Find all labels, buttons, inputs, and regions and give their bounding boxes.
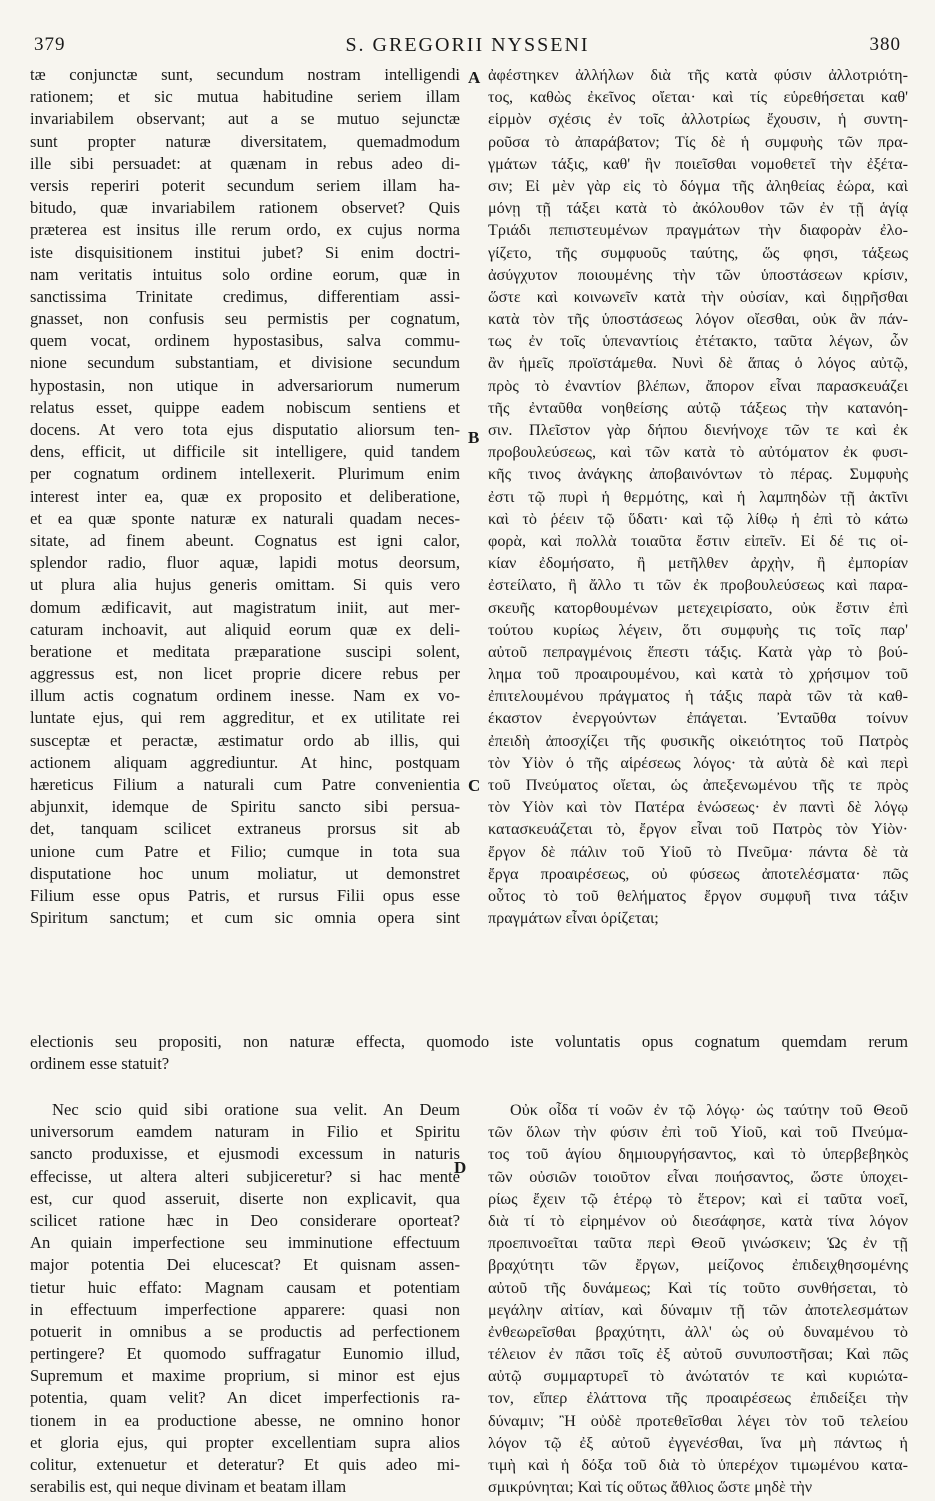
text-line: versis reperiri poterit secundum seriem illam ha- xyxy=(30,175,460,195)
text-line: αὐτοῦ τῆς δυνάμεως; Καὶ τίς τοῦτο συνθήσεται, τὸ xyxy=(488,1278,908,1297)
text-line: sitate, ad finem abeunt. Cognatus est igni calor, xyxy=(30,530,460,550)
text-line: domum ædificavit, aut magistratum iniit, aut mer- xyxy=(30,597,460,617)
right-page-number: 380 xyxy=(869,34,901,55)
text-line: invariabilem observant; aut a se mutuo sejunctæ xyxy=(30,109,460,129)
text-line: et ea quæ sponte naturæ ex naturali quadam neces- xyxy=(30,508,460,528)
text-line: major potentia Dei elucescat? Et quisnam assen- xyxy=(30,1255,460,1275)
text-line: οὗτος τὸ τοῦ θελήματος ἔργον συμφυῆ τινα τάξιν xyxy=(488,886,908,905)
text-line: ἐπειδὴ ἀποσχίζει τῆς φυσικῆς οἰκειότητος τοῦ Πατρὸς xyxy=(488,731,908,750)
text-line: An quiain imperfectione seu imminutione effectuum xyxy=(30,1233,460,1253)
text-line: scilicet ratione hæc in Deo considerare oporteat? xyxy=(30,1210,460,1230)
text-line: κατασκευάζεται τὸ, ἔργον εἶναι τοῦ Πατρὸς τὸν Υἱὸν· xyxy=(488,820,908,839)
text-line: sancto produxisse, et ejusmodi excessum in naturis xyxy=(30,1144,460,1164)
text-line: serabilis est, qui neque divinam et beatam illam xyxy=(30,1477,347,1497)
text-line: ἔργον δὲ πάλιν τοῦ Υἱοῦ τὸ Πνεῦμα· πάντα δὲ τὰ xyxy=(488,842,908,861)
text-line: έκαστον ἐνεργούντων ἐπάγεται. Ἐνταῦθα τοίνυν xyxy=(488,709,908,728)
text-line: τος, καθὼς ἐκεῖνος οἴεται· καὶ τίς εὑρεθήσεται καθ' xyxy=(488,88,908,107)
text-line: ἐνθεωρεῖσθαι βραχύτητι, ἀλλ' ὡς οὐ δυναμένου τὸ xyxy=(488,1322,908,1341)
text-line: potuerit in omnibus a se productis ad perfectionem xyxy=(30,1321,460,1341)
text-line: det, tanquam scilicet extraneus prorsus sit ab xyxy=(30,819,460,839)
text-line: σιν. Πλεῖστον γὰρ δήπου διενήνοχε τῶν τε καὶ ἐκ xyxy=(488,421,908,439)
text-line: sanctissima Trinitate credimus, differentiam assi- xyxy=(30,286,460,306)
text-line: dens, efficit, ut difficile sit intelligere, quid tandem xyxy=(30,442,460,462)
text-line: διὰ τί τὸ εἰρημένον οὐ διεσάφησε, κατὰ τίνα λόγον xyxy=(488,1211,908,1230)
text-line: est, cur quod asseruit, diserte non explicavit, qua xyxy=(30,1188,460,1208)
text-line: ἀφέστηκεν ἀλλήλων διὰ τῆς κατὰ φύσιν ἀλλοτριότη- xyxy=(488,66,908,84)
text-line: πραγμάτων εἶναι ὁρίζεται; xyxy=(488,909,659,928)
text-line: ἔργα προαιρέσεως, οὐ φύσεως ἀποτελέσματα· πῶς xyxy=(488,864,908,883)
text-line: λόγον τῷ ἐξ αὐτοῦ ἐγγενέσθαι, ἵνα μὴ πάντως ἡ xyxy=(488,1433,908,1452)
text-line: Spiritum sanctum; et cum sic omnia opera sint xyxy=(30,908,460,928)
section-marker-c: C xyxy=(468,776,481,795)
text-line: τῶν οὐσιῶν τοιοῦτον εἶναι ποιήσαντος, ὥστε ὑποχει- xyxy=(488,1167,908,1186)
text-line: et gloria ejus, qui propter excellentiam supra alios xyxy=(30,1432,460,1452)
text-line: luntate ejus, qui rem aggreditur, et ex utilitate rei xyxy=(30,708,460,728)
text-line: docens. At vero tota ejus disputatio aliorsum ten- xyxy=(30,420,460,439)
text-line: Supremum et maxime proprium, si minor est ejus xyxy=(30,1366,460,1386)
text-line: bitudo, quæ invariabilem rationem observet? Quis xyxy=(30,198,460,218)
greek-column-paragraph-2 xyxy=(488,1099,908,1498)
text-line: tietur huic effato: Magnam causam et potentiam xyxy=(30,1277,460,1297)
text-line: βραχύτητι τῶν ἔργων, μείζονος ἐπιδειχθησομένης xyxy=(488,1256,908,1275)
text-line: μεγάλην αἰτίαν, καὶ δύναμιν τῇ τῶν ἀποτελεσμάτων xyxy=(488,1300,908,1319)
text-line: τὸν Υἱὸν καὶ τὸν Πατέρα ἑνώσεως· ἐν παντὶ δὲ λόγῳ xyxy=(488,798,908,817)
text-line: φορὰ, καὶ πολλὰ τοιαῦτα ἔστιν εἰπεῖν. Εἰ δέ τις οἰ- xyxy=(488,531,908,550)
text-line: gnasset, non confusis seu permistis per cognatum, xyxy=(30,309,460,329)
section-marker-b: B xyxy=(468,428,480,447)
text-line: ordinem esse statuit? xyxy=(30,1054,170,1073)
text-line: illum actis cognatum ordinem inesse. Nam ex vo- xyxy=(30,686,460,706)
text-line: actionem aliquam aggrediuntur. At hinc, postquam xyxy=(30,752,460,772)
text-line: γμάτων τάξις, καθ' ἣν ποιεῖσθαι νομοθετεῖ τὴν ἐξέτα- xyxy=(488,154,908,173)
text-line: τον, εἴπερ ἐλάττονα τῆς προαιρέσεως ἐπιδείξει τὴν xyxy=(488,1389,908,1408)
text-line: in effectuum imperfectione apparere: quasi non xyxy=(30,1299,460,1319)
text-line: unione cum Patre et Filio; cumque in tota sua xyxy=(30,841,460,861)
text-line: sunt propter naturæ diversitatem, quemadmodum xyxy=(30,131,460,151)
text-line: per cognatum ordinem intellexerit. Plurimum enim xyxy=(30,464,460,484)
text-line: δύναμιν; Ἢ οὐδὲ προτεθεῖσθαι λέγει τὸν τοῦ τελείου xyxy=(488,1411,908,1430)
text-line: quem vocat, ordinem hypostasibus, salva commu- xyxy=(30,331,460,351)
text-line: ille sibi persuadet: at quænam in rebus adeo di- xyxy=(30,153,460,173)
text-line: κατὰ τὸν τῆς ὑποστάσεως λόγον οἴεσθαι, οὐκ ἂν πάν- xyxy=(488,310,908,329)
text-line: relatus esset, quippe eadem nobiscum sentiens et xyxy=(30,397,460,417)
text-line: hæreticus Filium a naturali cum Patre convenientia xyxy=(30,775,460,794)
text-line: iste disquisitionem institui jubet? Si enim doctri- xyxy=(30,242,460,262)
text-line: potentia, quam velit? An dicet imperfectionis ra- xyxy=(30,1388,460,1408)
text-line: κίαν ἐδομήσατο, ἢ μετῆλθεν ἀρχὴν, ἢ ἐμπορίαν xyxy=(488,554,908,573)
text-line: aggressus est, non licet proprie dicere rebus per xyxy=(30,664,460,684)
text-line: ἐπιτελουμένου πράγματος ἡ τάξις παρὰ τῶν τὰ καθ- xyxy=(488,687,908,706)
text-line: tionem in ea productione abesse, ne omnino honor xyxy=(30,1410,460,1430)
text-line: τοῦ Πνεύματος οἴεται, ὡς ἀπεξενωμένου τῆς τε πρὸς xyxy=(488,776,908,794)
left-page-number: 379 xyxy=(34,34,66,55)
text-line: ὥστε καὶ κοινωνεῖν κατὰ τὴν οὐσίαν, καὶ διῃρῆσθαι xyxy=(488,287,908,306)
text-line: πρὸς τὸ ἐναντίον βλέπων, ἄπορον εἶναι παρασκευάζει xyxy=(488,376,908,395)
text-line: effecisse, ut altera alteri subjiceretur? si hac mente xyxy=(30,1166,460,1186)
text-line: ἐστείλατο, ἢ ἄλλο τι τῶν ἐκ προβουλεύσεως καὶ παρα- xyxy=(488,576,908,595)
text-line: αὐτοῦ πεπραγμένοις ἕπεστι τάξις. Κατὰ γὰρ τὸ βού- xyxy=(488,642,908,661)
text-line: Nec scio quid sibi oratione sua velit. An Deum xyxy=(52,1100,460,1119)
text-line: γίζετο, τῆς συμφυοῦς ταύτης, ὥς φησι, τάξεως xyxy=(488,243,908,262)
latin-column-paragraph-1 xyxy=(30,64,460,929)
text-line: αὐτῷ συμμαρτυρεῖ τὸ ἀνώτατόν τε καὶ κυριώτα- xyxy=(488,1367,908,1386)
page-header xyxy=(0,0,935,60)
text-line: τιμὴ καὶ ἡ δόξα τοῦ διὰ τὸ ὑπερέχον τιμωμένου κατα- xyxy=(488,1456,908,1474)
text-line: Τριάδι πεπιστευμένων πραγμάτων τὴν διαφορὰν ἐλο- xyxy=(488,221,908,240)
text-line: rationem; et sic mutua habitudine seriem illam xyxy=(30,87,460,107)
text-line: ροῦσα τὸ ἀπαράβατον; Τίς δὲ ἡ συμφυὴς τῶν πρα- xyxy=(488,132,908,151)
text-line: universorum eamdem naturam in Filio et Spiritu xyxy=(30,1122,460,1142)
text-line: σκευῆς κατορθουμένων μετεχειρίσατο, οὐκ ἔστιν ἐπὶ xyxy=(488,598,908,617)
text-line: præterea est insitus ille rerum ordo, ex cujus norma xyxy=(30,220,460,240)
running-title: S. GREGORII NYSSENI xyxy=(345,34,590,56)
text-line: προβουλεύσεως, καὶ τῶν κατὰ τὸ αὐτόματον ἐκ φυσι- xyxy=(488,443,908,462)
text-line: disputatione hoc unum moliatur, ut demonstret xyxy=(30,863,460,883)
text-line: colitur, extenuetur et deteratur? Et quis adeo mi- xyxy=(30,1455,460,1474)
text-line: τος τοῦ ἁγίου δημιουργήσαντος, καὶ τὸ ὑπερβεβηκὸς xyxy=(488,1145,908,1164)
text-line: τὸν Υἱὸν ὁ τῆς αἱρέσεως λόγος· τὰ αὐτὰ δὲ καὶ περὶ xyxy=(488,753,908,772)
text-line: abjunxit, idemque de Spiritu sancto sibi persua- xyxy=(30,797,460,817)
text-line: pertingere? Et quomodo suffragatur Eunomio illud, xyxy=(30,1344,460,1364)
text-line: τῆς ἐνταῦθα νοηθείσης αὐτῷ τάξεως τὴν κατανόη- xyxy=(488,398,908,417)
text-line: interest inter ea, quæ ex proposito et deliberatione, xyxy=(30,486,460,506)
text-line: caturam inchoavit, aut aliquid eorum quæ ex deli- xyxy=(30,619,460,639)
text-line: Οὐκ οἶδα τί νοῶν ἐν τῷ λόγῳ· ὡς ταύτην τοῦ Θεοῦ xyxy=(510,1101,908,1119)
text-line: nione secundum substantiam, et divisione secundum xyxy=(30,353,460,373)
latin-column-paragraph-2 xyxy=(30,1099,460,1498)
section-marker-d: D xyxy=(454,1158,467,1177)
latin-bridge-end xyxy=(30,1053,460,1075)
text-line: Filium esse opus Patris, et rursus Filii opus esse xyxy=(30,885,460,905)
text-line: τως ἐν τοῖς ὑπεναντίοις ἐτέτακτο, ταῦτα λέγων, ὧν xyxy=(488,332,908,351)
text-line: καὶ τὸ ῥέειν τῷ ὕδατι· καὶ τῷ λίθῳ ἡ ἐπὶ τὸ κάτω xyxy=(488,509,908,528)
text-line: susceptæ et peractæ, æstimatur ordo ab illis, qui xyxy=(30,730,460,750)
text-line: ut plura alia hujus generis omittam. Si quis vero xyxy=(30,575,460,595)
text-line: κῆς τινος ἀνάγκης ἀποβαινόντων τὸ πέρας. Συμφυὴς xyxy=(488,465,908,484)
text-line: hypostasin, non utique in adversariorum numerum xyxy=(30,375,460,395)
text-line: ἀσύγχυτον ποιουμένης τὴν τῶν ὑποστάσεων κρίσιν, xyxy=(488,265,908,284)
text-line: ἂν ἡμεῖς προϊστάμεθα. Νυνὶ δὲ ἅπας ὁ λόγος αὐτῷ, xyxy=(488,354,908,373)
text-line: ρίως ἔχειν τῷ ἑτέρῳ τὸ ἕτερον; καὶ εἰ ταῦτα νοεῖ, xyxy=(488,1189,908,1208)
text-line: τῶν ὅλων τὴν φύσιν ἐπὶ τοῦ Υἱοῦ, καὶ τοῦ Πνεύμα- xyxy=(488,1123,908,1142)
text-line: σμικρύνηται; Καὶ τίς οὕτως ἄθλιος ὥστε μηδὲ τὴν xyxy=(488,1478,813,1497)
text-line: σιν; Εἰ μὲν γὰρ εἰς τὸ δόγμα τῆς ἀληθείας ἑώρα, καὶ xyxy=(488,176,908,195)
text-line: εἱρμὸν σχέσις ἐν τοῖς ἀλλοτρίως ἔχουσιν, ἡ συντη- xyxy=(488,110,908,129)
text-line: splendor radio, fluor aquæ, lapidi motus deorsum, xyxy=(30,553,460,573)
text-line: μόνῃ τῇ τάξει κατὰ τὸ ἀκόλουθον τῶν ἐν τῇ ἁγίᾳ xyxy=(488,199,908,218)
text-line: nam veritatis intuitus solo ordine eorum, quæ in xyxy=(30,264,460,284)
text-line: τούτου κυρίως λέγειν, ὅτι συμφυὴς τις τοῖς παρ' xyxy=(488,620,908,639)
text-line: λημα τοῦ προαιρουμένου, καὶ κατὰ τὸ χρήσιμον τοῦ xyxy=(488,665,908,684)
text-line: τέλειον ἐν πᾶσι τοῖς ἐξ αὐτοῦ συνυποστῆσαι; Καὶ πῶς xyxy=(488,1345,908,1364)
greek-column-paragraph-1 xyxy=(488,64,908,929)
cross-column-line: electionis seu propositi, non naturæ effecta, quomodo iste voluntatis opus cognatum quemdam rerum xyxy=(30,1032,908,1051)
text-line: προεπινοεῖται ταῦτα περὶ Θεοῦ γινώσκειν; Ὡς ἐν τῇ xyxy=(488,1234,908,1253)
text-line: tæ conjunctæ sunt, secundum nostram intelligendi xyxy=(30,65,460,84)
text-line: beratione et meditata præparatione suscipi solent, xyxy=(30,641,460,661)
section-marker-a: A xyxy=(468,68,481,87)
text-line: ἐστι τῷ πυρὶ ἡ θερμότης, καὶ ἡ λαμπηδὼν τῇ ἀκτῖνι xyxy=(488,487,908,506)
